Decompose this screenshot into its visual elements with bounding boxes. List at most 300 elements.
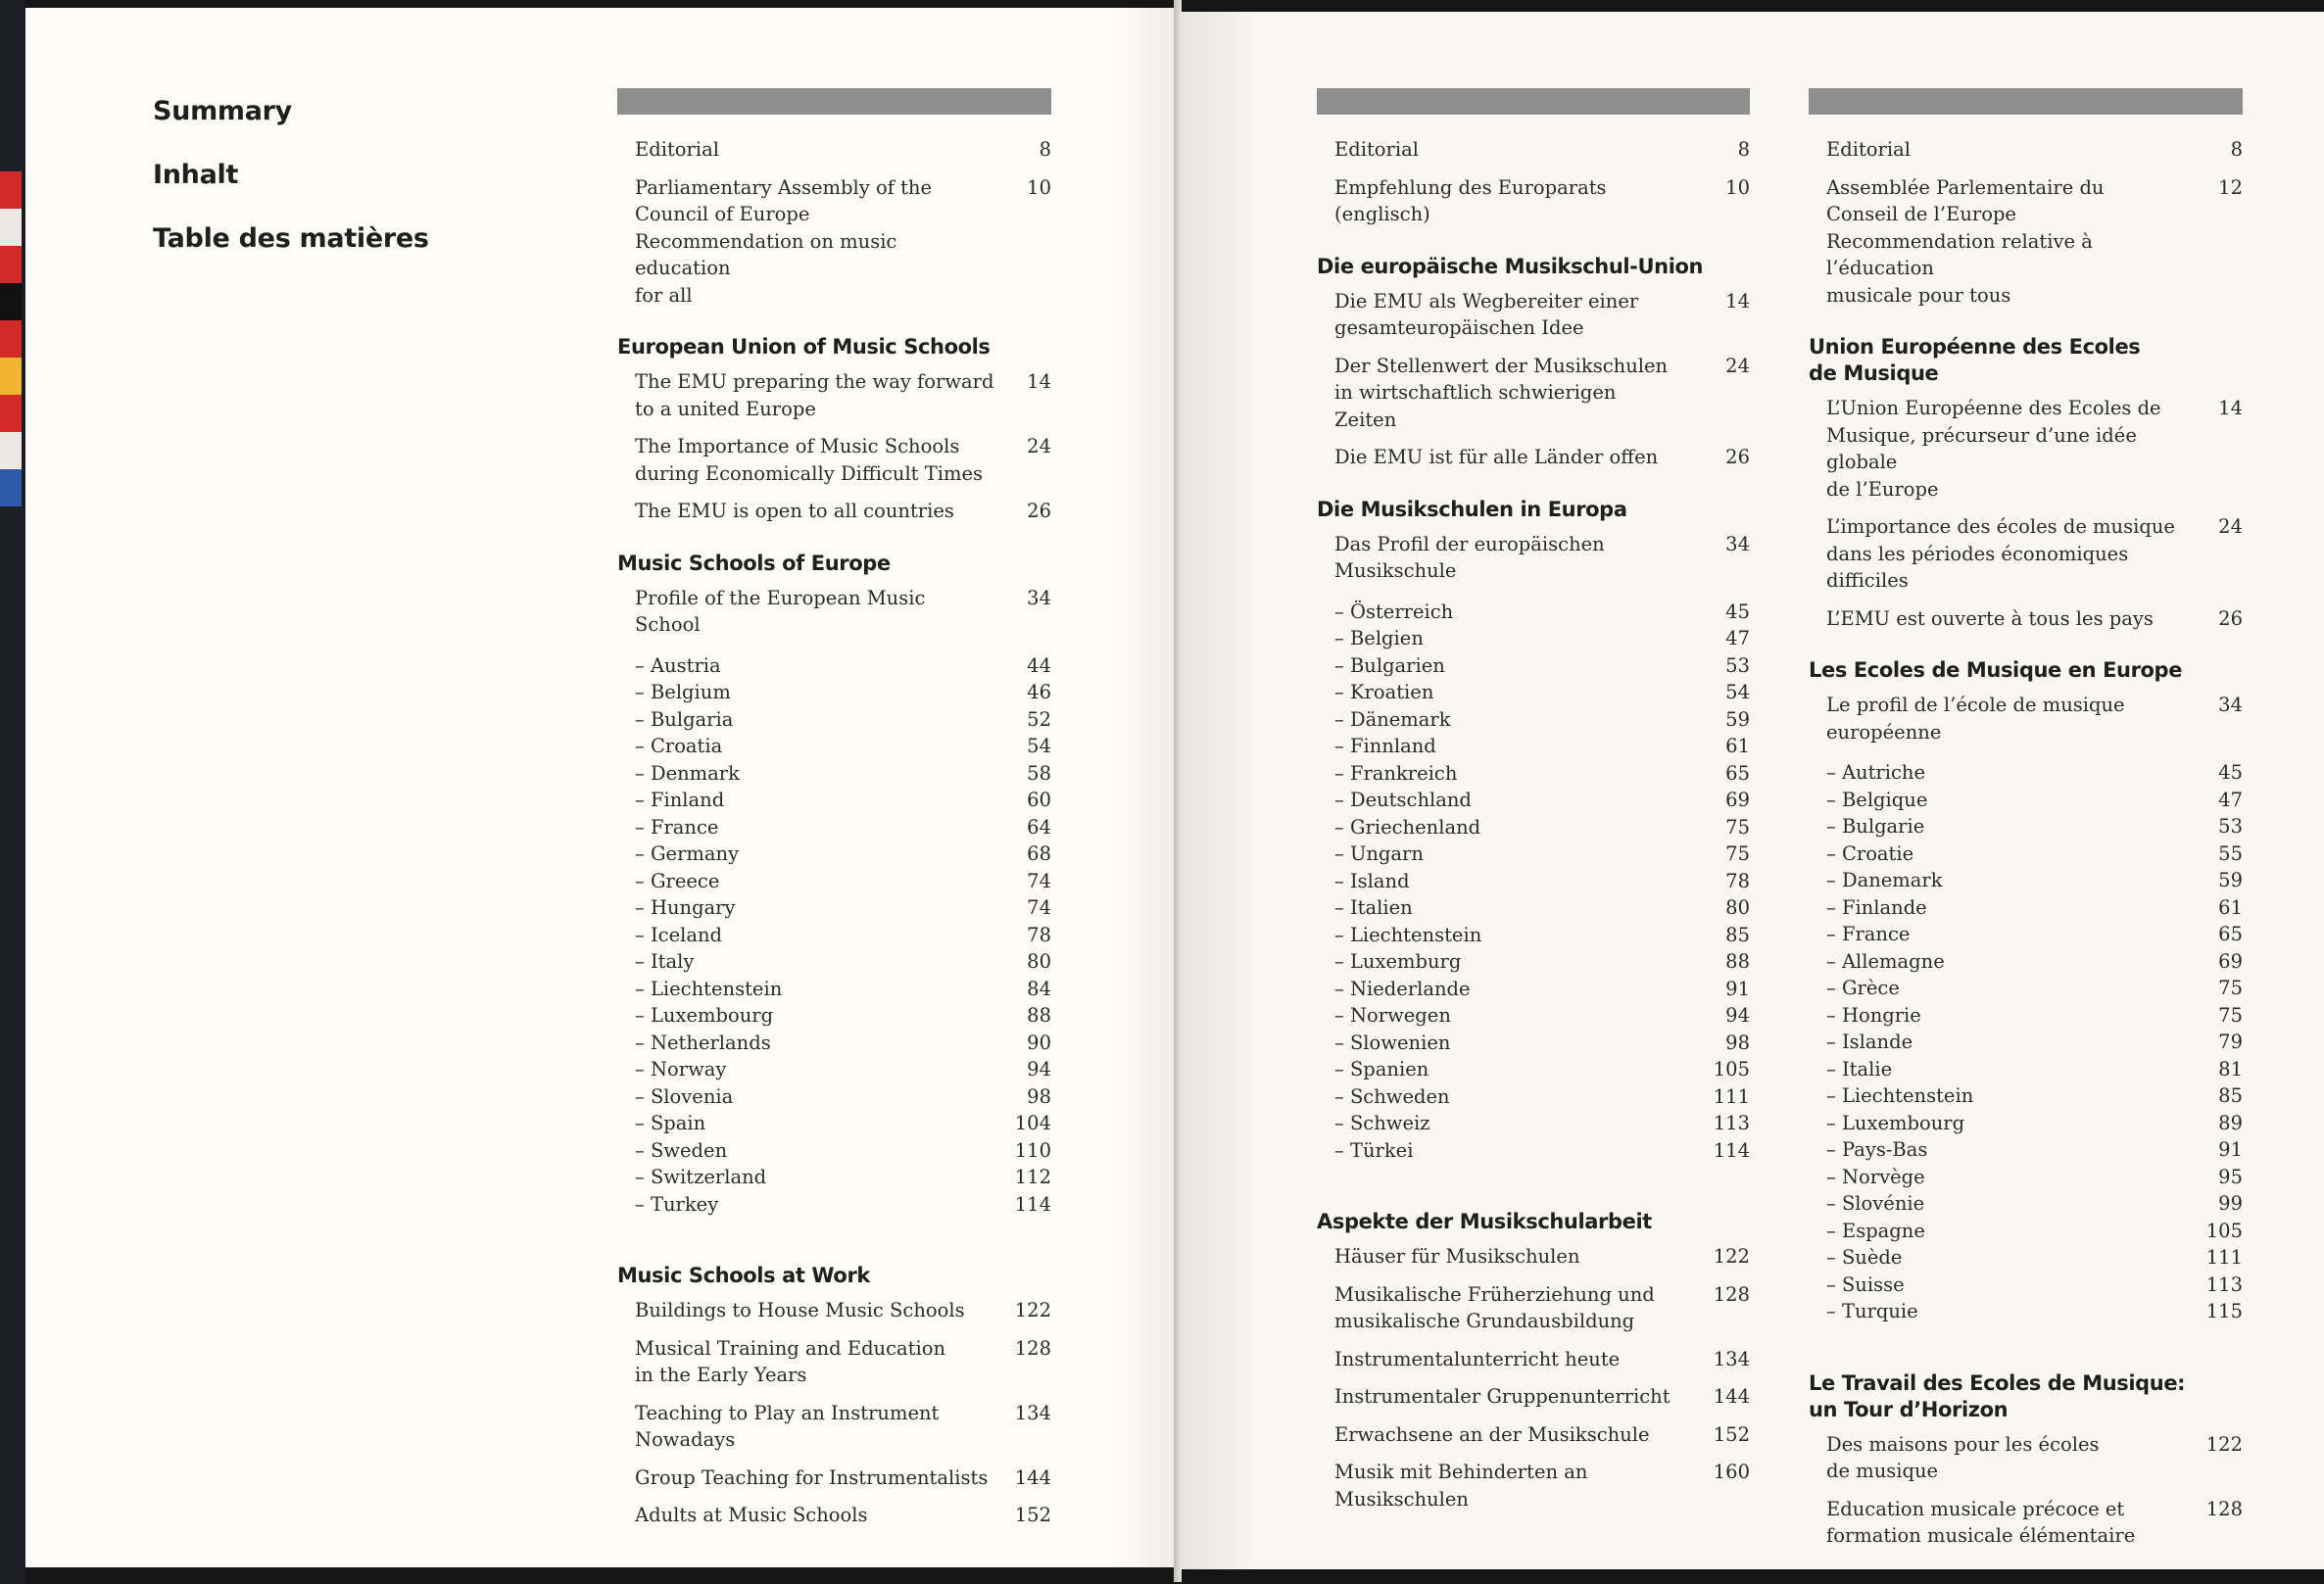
country-page: 85 (1725, 923, 1750, 946)
toc-entry[interactable] (1809, 136, 2243, 164)
country-page: 69 (1725, 789, 1750, 811)
country-name: – Schweden (1334, 1083, 1450, 1111)
toc-entry-page: 122 (1713, 1245, 1750, 1268)
toc-entry[interactable] (1317, 174, 1750, 228)
country-page: 75 (2218, 1003, 2243, 1027)
country-list (1809, 759, 2243, 1325)
country-name: – Luxembourg (635, 1002, 773, 1030)
country-page: 54 (1725, 681, 1750, 703)
country-page: 111 (1713, 1084, 1750, 1108)
toc-entry-page: 8 (2230, 138, 2243, 161)
country-entry[interactable] (1826, 867, 2243, 894)
country-name: – Espagne (1826, 1218, 1925, 1245)
country-name: – Switzerland (635, 1164, 766, 1191)
toc-entry-page: 152 (1713, 1422, 1750, 1446)
toc-entry[interactable] (617, 1297, 1051, 1324)
country-page: 88 (1725, 950, 1750, 973)
country-page: 53 (1725, 653, 1750, 677)
country-page: 79 (2218, 1031, 2243, 1053)
toc-entry-title: Der Stellenwert der Musikschulen in wirtschaftlich schwierigen Zeiten (1334, 354, 1669, 431)
country-page: 95 (2218, 1165, 2243, 1188)
country-entry[interactable] (1826, 1002, 2243, 1030)
toc-entry[interactable] (1317, 136, 1750, 164)
country-page: 59 (2218, 869, 2243, 891)
country-entry[interactable] (635, 1191, 1051, 1219)
toc-entry-page: 8 (1039, 138, 1051, 161)
country-name: – Austria (635, 652, 721, 680)
country-entry[interactable] (635, 760, 1051, 788)
country-entry[interactable] (1826, 1218, 2243, 1245)
country-name: – Germany (635, 840, 739, 868)
country-name: – Island (1334, 868, 1410, 895)
section-title: Music Schools of Europe (617, 551, 891, 575)
country-name: – Denmark (635, 760, 740, 788)
country-page: 61 (2218, 895, 2243, 919)
toc-entry[interactable] (617, 498, 1051, 525)
spine-stripe (0, 246, 22, 283)
country-entry[interactable] (1334, 652, 1750, 680)
book-spine (0, 0, 25, 1582)
country-name: – Suède (1826, 1244, 1902, 1272)
country-page: 98 (1725, 1031, 1750, 1054)
country-name: – Grèce (1826, 975, 1900, 1002)
country-page: 45 (2218, 761, 2243, 784)
country-page: 80 (1027, 950, 1051, 973)
country-name: – Islande (1826, 1029, 1912, 1056)
section-title: Die europäische Musikschul-Union (1317, 254, 1704, 278)
country-name: – Pays-Bas (1826, 1136, 1927, 1164)
country-page: 45 (1725, 600, 1750, 623)
toc-entry-page: 128 (1014, 1336, 1051, 1360)
country-name: – Finlande (1826, 894, 1927, 922)
toc-entry-page: 122 (2205, 1432, 2243, 1456)
toc-entry-page: 26 (1027, 500, 1051, 522)
country-name: – Bulgarie (1826, 813, 1924, 840)
toc-entry[interactable] (1317, 288, 1750, 342)
toc-entry[interactable] (617, 1464, 1051, 1492)
toc-entry-title: Teaching to Play an Instrument Nowadays (635, 1401, 940, 1451)
toc-entry-title: Assemblée Parlementaire du Conseil de l’Europe Recommendation relative à l’éducation musicale pour tous (1826, 175, 2105, 307)
toc-entry-page: 12 (2218, 175, 2243, 199)
country-entry[interactable] (1826, 1082, 2243, 1110)
toc-entry[interactable] (1317, 1383, 1750, 1411)
country-entry[interactable] (635, 1164, 1051, 1191)
spacer (1317, 1164, 1750, 1183)
country-name: – Spanien (1334, 1056, 1428, 1083)
country-page: 113 (1713, 1112, 1750, 1134)
country-entry[interactable] (635, 1030, 1051, 1057)
country-name: – Bulgarien (1334, 652, 1445, 680)
country-name: – Slovenia (635, 1083, 733, 1111)
country-list (1317, 599, 1750, 1165)
country-entry[interactable] (1826, 921, 2243, 948)
toc-entry[interactable] (617, 585, 1051, 639)
toc-entry-title: Editorial (1826, 138, 1911, 161)
toc-entry[interactable] (1317, 353, 1750, 434)
toc-entry-page: 34 (2218, 694, 2243, 716)
country-page: 78 (1027, 923, 1051, 946)
country-name: – Slovénie (1826, 1190, 1924, 1218)
country-entry[interactable] (1826, 1136, 2243, 1164)
toc-entry-page: 144 (1713, 1385, 1750, 1408)
country-name: – Croatie (1826, 840, 1913, 868)
country-entry[interactable] (1334, 814, 1750, 841)
country-page: 115 (2205, 1300, 2243, 1322)
country-name: – Niederlande (1334, 976, 1471, 1003)
toc-entry-page: 144 (1014, 1465, 1051, 1489)
country-name: – Hungary (635, 894, 736, 922)
country-name: – Griechenland (1334, 814, 1480, 841)
country-entry[interactable] (1826, 1272, 2243, 1299)
country-page: 68 (1027, 842, 1051, 865)
country-page: 59 (1725, 707, 1750, 731)
country-name: – Luxemburg (1334, 948, 1461, 976)
toc-entry[interactable] (1317, 531, 1750, 585)
country-entry[interactable] (1826, 1056, 2243, 1083)
country-entry[interactable] (635, 1056, 1051, 1083)
country-entry[interactable] (1334, 787, 1750, 814)
country-entry[interactable] (1334, 894, 1750, 922)
toc-entry-page: 14 (1027, 370, 1051, 393)
toc-entry[interactable] (617, 368, 1051, 422)
country-page: 53 (2218, 815, 2243, 838)
country-page: 52 (1027, 707, 1051, 731)
country-entry[interactable] (1334, 733, 1750, 760)
country-entry[interactable] (1826, 1190, 2243, 1218)
country-entry[interactable] (1826, 1029, 2243, 1056)
country-entry[interactable] (635, 840, 1051, 868)
country-page: 47 (1725, 627, 1750, 649)
country-entry[interactable] (1826, 1298, 2243, 1325)
toc-entry-title: Profile of the European Music School (635, 586, 926, 636)
heading-summary: Summary (153, 96, 292, 126)
country-page: 75 (1725, 842, 1750, 865)
country-name: – Hongrie (1826, 1002, 1921, 1030)
toc-entry-page: 152 (1014, 1504, 1051, 1526)
country-entry[interactable] (1826, 787, 2243, 814)
country-page: 65 (2218, 923, 2243, 945)
country-name: – Finland (635, 787, 724, 814)
toc-entry-page: 128 (2205, 1497, 2243, 1520)
country-name: – Kroatien (1334, 679, 1433, 706)
country-page: 114 (1713, 1138, 1750, 1162)
country-name: – Liechtenstein (635, 976, 782, 1003)
country-name: – Greece (635, 868, 719, 895)
country-entry[interactable] (1334, 625, 1750, 652)
country-name: – France (635, 814, 718, 841)
country-entry[interactable] (1334, 948, 1750, 976)
country-name: – Netherlands (635, 1030, 771, 1057)
country-page: 99 (2218, 1192, 2243, 1215)
country-entry[interactable] (635, 733, 1051, 760)
toc-entry-title: Parliamentary Assembly of the Council of Europe Recommendation on music education for all (635, 175, 933, 307)
country-page: 112 (1014, 1166, 1051, 1188)
toc-entry-title: L’Union Européenne des Ecoles de Musique, précurseur d’une idée globale de l’Europe (1826, 397, 2161, 501)
spine-stripe (0, 209, 22, 246)
spine-stripe (0, 0, 22, 171)
toc-entry[interactable] (1317, 444, 1750, 471)
country-entry[interactable] (1826, 759, 2243, 787)
toc-entry[interactable] (1317, 1281, 1750, 1335)
toc-entry-title: Buildings to House Music Schools (635, 1299, 965, 1321)
toc-entry-page: 10 (1027, 175, 1051, 199)
column-header-bar (1317, 88, 1750, 115)
country-entry[interactable] (1826, 948, 2243, 976)
country-name: – Suisse (1826, 1272, 1905, 1299)
country-name: – Italien (1334, 894, 1413, 922)
country-page: 58 (1027, 761, 1051, 785)
section-title: Le Travail des Ecoles de Musique: un Tour d’Horizon (1809, 1370, 2186, 1421)
toc-entry-title: Musical Training and Education in the Early Years (635, 1336, 946, 1386)
country-entry[interactable] (1334, 1030, 1750, 1057)
country-name: – Frankreich (1334, 760, 1457, 788)
country-page: 81 (2218, 1057, 2243, 1080)
toc-entry-title: Empfehlung des Europarats (englisch) (1334, 175, 1607, 225)
spine-stripe (0, 358, 22, 395)
toc-entry-page: 26 (1725, 446, 1750, 468)
country-name: – Ungarn (1334, 840, 1424, 868)
heading-inhalt: Inhalt (153, 160, 239, 190)
country-entry[interactable] (635, 868, 1051, 895)
country-entry[interactable] (1334, 1083, 1750, 1111)
toc-entry-title: Editorial (1334, 138, 1419, 161)
country-entry[interactable] (635, 1083, 1051, 1111)
toc-entry[interactable] (1317, 1421, 1750, 1449)
country-name: – Turquie (1826, 1298, 1918, 1325)
country-name: – Türkei (1334, 1137, 1413, 1165)
country-name: – Italy (635, 948, 694, 976)
country-name: – Dänemark (1334, 706, 1451, 734)
country-page: 47 (2218, 788, 2243, 811)
country-name: – Sweden (635, 1137, 727, 1165)
country-entry[interactable] (1826, 840, 2243, 868)
country-page: 94 (1027, 1058, 1051, 1080)
toc-entry[interactable] (1317, 1346, 1750, 1373)
country-name: – Danemark (1826, 867, 1943, 894)
country-entry[interactable] (1334, 599, 1750, 626)
section-title: Die Musikschulen in Europa (1317, 497, 1627, 521)
country-name: – Slowenien (1334, 1030, 1450, 1057)
toc-entry-title: L’EMU est ouverte à tous les pays (1826, 606, 2154, 630)
country-entry[interactable] (635, 1110, 1051, 1137)
toc-entry[interactable] (1809, 692, 2243, 745)
section-title: Music Schools at Work (617, 1264, 870, 1287)
country-entry[interactable] (1334, 976, 1750, 1003)
toc-entry-page: 128 (1713, 1282, 1750, 1306)
country-page: 46 (1027, 681, 1051, 703)
country-page: 74 (1027, 896, 1051, 919)
country-entry[interactable] (635, 922, 1051, 949)
toc-entry-page: 14 (1725, 289, 1750, 312)
country-entry[interactable] (635, 679, 1051, 706)
country-entry[interactable] (635, 814, 1051, 841)
toc-entry[interactable] (617, 433, 1051, 487)
toc-entry[interactable] (617, 1400, 1051, 1454)
country-page: 44 (1027, 653, 1051, 677)
column-header-bar (1809, 88, 2243, 115)
country-entry[interactable] (635, 787, 1051, 814)
column-header-bar (617, 88, 1051, 115)
toc-column-french (1809, 88, 2243, 1560)
country-page: 104 (1014, 1112, 1051, 1134)
country-name: – Bulgaria (635, 706, 733, 734)
heading-table-des-matieres: Table des matières (153, 223, 429, 254)
country-entry[interactable] (635, 894, 1051, 922)
country-page: 94 (1725, 1004, 1750, 1027)
spine-stripe (0, 283, 22, 320)
country-entry[interactable] (1334, 1002, 1750, 1030)
section-title: Union Européenne des Ecoles de Musique (1809, 335, 2141, 385)
toc-entry-title: The EMU is open to all countries (635, 500, 954, 522)
country-entry[interactable] (1334, 1110, 1750, 1137)
toc-entry[interactable] (1317, 1459, 1750, 1512)
toc-entry-page: 160 (1713, 1461, 1750, 1483)
country-page: 69 (2218, 949, 2243, 973)
country-page: 78 (1725, 869, 1750, 892)
country-page: 65 (1725, 761, 1750, 785)
toc-entry[interactable] (1809, 1496, 2243, 1550)
spine-stripe (0, 320, 22, 358)
section-title: Aspekte der Musikschularbeit (1317, 1210, 1652, 1233)
country-page: 75 (1725, 815, 1750, 839)
country-page: 61 (1725, 735, 1750, 757)
country-name: – Liechtenstein (1334, 922, 1481, 949)
country-entry[interactable] (1334, 760, 1750, 788)
toc-column-english (617, 88, 1051, 1540)
toc-entry[interactable] (1317, 1243, 1750, 1271)
section-title: Les Ecoles de Musique en Europe (1809, 658, 2183, 682)
spine-stripe (0, 432, 22, 469)
country-name: – Belgien (1334, 625, 1424, 652)
toc-entry-page: 14 (2218, 397, 2243, 419)
toc-entry[interactable] (617, 174, 1051, 310)
toc-entry[interactable] (1809, 174, 2243, 310)
country-name: – Turkey (635, 1191, 718, 1219)
country-entry[interactable] (1334, 679, 1750, 706)
toc-entry-page: 34 (1027, 586, 1051, 609)
country-page: 74 (1027, 869, 1051, 892)
country-entry[interactable] (635, 976, 1051, 1003)
country-name: – Spain (635, 1110, 705, 1137)
country-name: – Liechtenstein (1826, 1082, 1973, 1110)
country-entry[interactable] (1826, 1244, 2243, 1272)
country-page: 114 (1014, 1192, 1051, 1216)
toc-entry-page: 122 (1014, 1299, 1051, 1321)
country-entry[interactable] (1334, 868, 1750, 895)
country-entry[interactable] (1334, 1056, 1750, 1083)
country-page: 105 (1713, 1058, 1750, 1080)
toc-entry[interactable] (617, 136, 1051, 164)
country-page: 64 (1027, 815, 1051, 839)
toc-entry[interactable] (1809, 395, 2243, 503)
country-page: 75 (2218, 977, 2243, 999)
country-page: 90 (1027, 1031, 1051, 1054)
toc-entry-title: Musikalische Früherziehung und musikalische Grundausbildung (1334, 1282, 1655, 1332)
country-page: 98 (1027, 1084, 1051, 1108)
toc-entry[interactable] (1809, 605, 2243, 633)
country-name: – Schweiz (1334, 1110, 1430, 1137)
toc-entry-page: 10 (1725, 175, 1750, 199)
toc-entry-title: Group Teaching for Instrumentalists (635, 1465, 989, 1489)
toc-entry-title: Le profil de l’école de musique européenne (1826, 694, 2125, 744)
country-entry[interactable] (635, 948, 1051, 976)
toc-entry-title: Editorial (635, 138, 719, 161)
country-entry[interactable] (635, 1137, 1051, 1165)
country-name: – Autriche (1826, 759, 1925, 787)
country-entry[interactable] (1826, 894, 2243, 922)
country-entry[interactable] (1334, 1137, 1750, 1165)
spacer (617, 1218, 1051, 1237)
country-name: – Belgium (635, 679, 731, 706)
country-entry[interactable] (635, 706, 1051, 734)
toc-entry-page: 26 (2218, 606, 2243, 630)
country-entry[interactable] (1826, 813, 2243, 840)
country-page: 111 (2205, 1246, 2243, 1269)
country-name: – Deutschland (1334, 787, 1472, 814)
country-page: 80 (1725, 896, 1750, 919)
country-page: 55 (2218, 841, 2243, 865)
country-page: 89 (2218, 1111, 2243, 1134)
toc-entry-title: The EMU preparing the way forward to a united Europe (635, 370, 994, 420)
toc-entry[interactable] (617, 1335, 1051, 1389)
country-entry[interactable] (1826, 1164, 2243, 1191)
country-page: 113 (2205, 1272, 2243, 1296)
country-name: – Iceland (635, 922, 722, 949)
section-title: European Union of Music Schools (617, 335, 991, 359)
country-entry[interactable] (635, 1002, 1051, 1030)
country-entry[interactable] (1334, 840, 1750, 868)
country-list (617, 652, 1051, 1219)
country-name: – Finnland (1334, 733, 1436, 760)
toc-entry-title: Häuser für Musikschulen (1334, 1245, 1580, 1268)
toc-entry-title: Adults at Music Schools (635, 1504, 868, 1526)
country-entry[interactable] (1826, 975, 2243, 1002)
country-entry[interactable] (635, 652, 1051, 680)
country-name: – France (1826, 921, 1910, 948)
toc-entry[interactable] (617, 1502, 1051, 1529)
spacer (1809, 1325, 2243, 1345)
toc-entry-page: 24 (1027, 435, 1051, 457)
country-page: 91 (2218, 1138, 2243, 1161)
toc-entry-title: Die EMU als Wegbereiter einer gesamteuropäischen Idee (1334, 289, 1639, 339)
country-page: 85 (2218, 1084, 2243, 1107)
country-name: – Italie (1826, 1056, 1892, 1083)
toc-entry-page: 24 (2218, 515, 2243, 538)
country-page: 60 (1027, 789, 1051, 811)
toc-entry-page: 8 (1737, 138, 1750, 161)
toc-entry[interactable] (1809, 513, 2243, 595)
country-entry[interactable] (1334, 922, 1750, 949)
country-name: – Belgique (1826, 787, 1927, 814)
country-page: 54 (1027, 735, 1051, 757)
country-page: 110 (1014, 1138, 1051, 1162)
country-entry[interactable] (1334, 706, 1750, 734)
country-page: 88 (1027, 1004, 1051, 1027)
toc-column-german (1317, 88, 1750, 1523)
country-page: 84 (1027, 977, 1051, 1000)
spine-stripe (0, 171, 22, 209)
country-page: 91 (1725, 977, 1750, 1000)
toc-entry-title: Die EMU ist für alle Länder offen (1334, 446, 1659, 468)
toc-entry-title: Musik mit Behinderten an Musikschulen (1334, 1461, 1588, 1511)
country-name: – Croatia (635, 733, 722, 760)
toc-entry-page: 134 (1014, 1401, 1051, 1424)
country-name: – Norway (635, 1056, 726, 1083)
toc-entry-title: The Importance of Music Schools during Economically Difficult Times (635, 435, 983, 485)
toc-entry[interactable] (1809, 1431, 2243, 1485)
toc-entry-title: L’importance des écoles de musique dans les périodes économiques difficiles (1826, 515, 2175, 592)
country-entry[interactable] (1826, 1110, 2243, 1137)
